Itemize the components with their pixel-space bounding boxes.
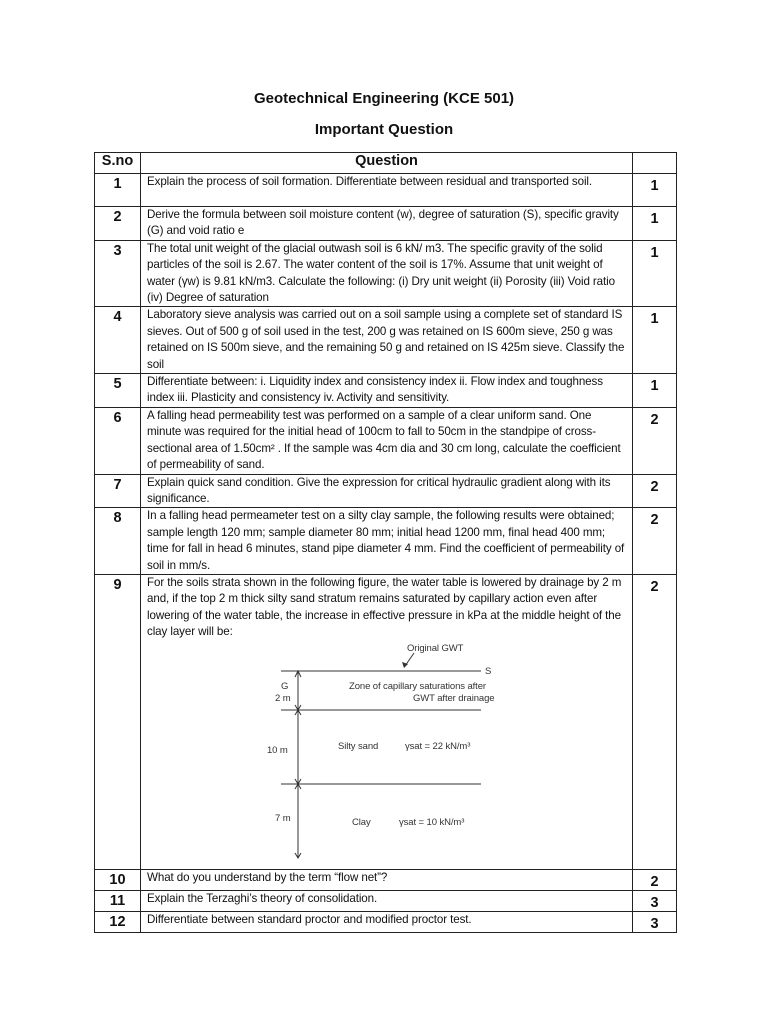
question-label: The total unit weight of the glacial outwash soil is 6 kN/ m3. The specific gravity of the solid particles of the soil is 2.67. The water content of the soil is 17%. Assume that unit weight of water (γw) is 9.81 kN/m3. Calculate the following: (i) Dry unit weight (ii) Porosity (iii) Void ratio (iv) Degree of saturation xyxy=(147,241,615,305)
unit-number: 1 xyxy=(633,374,677,408)
question-label: In a falling head permeameter test on a silty clay sample, the following results were obtained; sample length 120 mm; sample diameter 80 mm; initial head 1200 mm, final head 400 mm; time for fall in head 6 minutes, stand pipe diameter 4 mm. Find the coefficient of permeability of soil in mm/s. xyxy=(147,509,625,572)
bottom-depth: 7 m xyxy=(275,812,291,824)
question-label: Explain the Terzaghi’s theory of consolidation. xyxy=(147,891,378,905)
serial-number: 2 xyxy=(95,207,141,241)
silty-sand-gamma: γsat = 22 kN/m³ xyxy=(405,740,471,752)
serial-number: 12 xyxy=(95,911,141,932)
serial-number: 10 xyxy=(95,869,141,890)
document-title: Geotechnical Engineering (KCE 501) xyxy=(253,90,515,107)
zone-label-1: Zone of capillary saturations after xyxy=(349,680,486,692)
serial-number: 11 xyxy=(95,890,141,911)
unit-number: 3 xyxy=(633,911,677,932)
question-text xyxy=(141,474,633,508)
document-subtitle: Important Question xyxy=(314,121,454,138)
zone-label-2: GWT after drainage xyxy=(413,692,495,704)
s-label: S xyxy=(485,665,492,677)
question-text xyxy=(141,574,633,869)
table-row xyxy=(95,474,677,508)
column-header-sno: S.no xyxy=(95,153,141,174)
table-row xyxy=(95,890,677,911)
question-text xyxy=(141,869,633,890)
question-label: Laboratory sieve analysis was carried out on a soil sample using a complete set of standard IS sieves. Out of 500 g of soil used in the test, 200 g was retained on IS 600m sieve, 250 g was retained on IS 500m sieve, and the remaining 50 g and retained on IS 425m sieve. Classify the soil xyxy=(147,308,625,371)
table-row xyxy=(95,911,677,932)
serial-number: 8 xyxy=(95,508,141,575)
table-row xyxy=(95,508,677,575)
question-text xyxy=(141,174,633,207)
table-row xyxy=(95,407,677,474)
question-label: Explain quick sand condition. Give the expression for critical hydraulic gradient along with its significance. xyxy=(147,475,611,505)
table-row xyxy=(95,374,677,408)
serial-number: 4 xyxy=(95,307,141,374)
unit-number: 2 xyxy=(633,474,677,508)
unit-number: 1 xyxy=(633,174,677,207)
question-text xyxy=(141,207,633,241)
serial-number: 6 xyxy=(95,407,141,474)
question-label: For the soils strata shown in the following figure, the water table is lowered by drainage by 2 m and, if the top 2 m thick silty sand stratum remains saturated by capillary action even after lowering of the water table, the increase in effective pressure in kPa at the middle height of the clay layer will be: xyxy=(147,575,622,639)
table-row xyxy=(95,207,677,241)
column-header-unit xyxy=(633,153,677,174)
clay-gamma: γsat = 10 kN/m³ xyxy=(399,816,465,828)
question-label: A falling head permeability test was performed on a sample of a clear uniform sand. One minute was required for the initial head of 100cm to fall to 50cm in the standpipe of cross-sectional area of 1.50cm² . If the sample was 4cm dia and 30 cm long, calculate the coefficient of permeability of sand. xyxy=(147,408,621,472)
question-text xyxy=(141,374,633,408)
serial-number: 7 xyxy=(95,474,141,508)
question-label: Differentiate between: i. Liquidity index and consistency index ii. Flow index and toughness index iii. Plasticity and consistency iv. Activity and sensitivity. xyxy=(147,375,603,405)
serial-number: 5 xyxy=(95,374,141,408)
unit-number: 2 xyxy=(633,869,677,890)
table-row xyxy=(95,174,677,207)
unit-number: 1 xyxy=(633,307,677,374)
unit-number: 2 xyxy=(633,407,677,474)
question-label: Explain the process of soil formation. Differentiate between residual and transported soil. xyxy=(147,175,593,188)
column-header-question: Question xyxy=(141,153,633,174)
soil-strata-figure xyxy=(147,641,628,869)
question-label: What do you understand by the term “flow net”? xyxy=(147,870,388,884)
question-text xyxy=(141,508,633,575)
original-gwt-label: Original GWT xyxy=(407,642,464,654)
top-depth: 2 m xyxy=(275,692,291,704)
question-text xyxy=(141,240,633,307)
table-row xyxy=(95,574,677,869)
unit-number: 1 xyxy=(633,240,677,307)
silty-sand-label: Silty sand xyxy=(338,740,379,752)
question-label: Differentiate between standard proctor and modified proctor test. xyxy=(147,912,472,926)
question-label: Derive the formula between soil moisture content (w), degree of saturation (S), specific gravity (G) and void ratio e xyxy=(147,208,619,238)
serial-number: 9 xyxy=(95,574,141,869)
table-row xyxy=(95,307,677,374)
clay-label: Clay xyxy=(352,816,371,828)
question-text xyxy=(141,911,633,932)
question-text xyxy=(141,407,633,474)
unit-number: 2 xyxy=(633,574,677,869)
unit-number: 2 xyxy=(633,508,677,575)
unit-number: 3 xyxy=(633,890,677,911)
mid-depth: 10 m xyxy=(267,744,288,756)
table-header-row xyxy=(95,153,677,174)
serial-number: 3 xyxy=(95,240,141,307)
table-row xyxy=(95,869,677,890)
questions-table xyxy=(94,152,677,933)
serial-number: 1 xyxy=(95,174,141,207)
question-text xyxy=(141,307,633,374)
g-label: G xyxy=(281,680,289,692)
table-row xyxy=(95,240,677,307)
unit-number: 1 xyxy=(633,207,677,241)
question-text xyxy=(141,890,633,911)
